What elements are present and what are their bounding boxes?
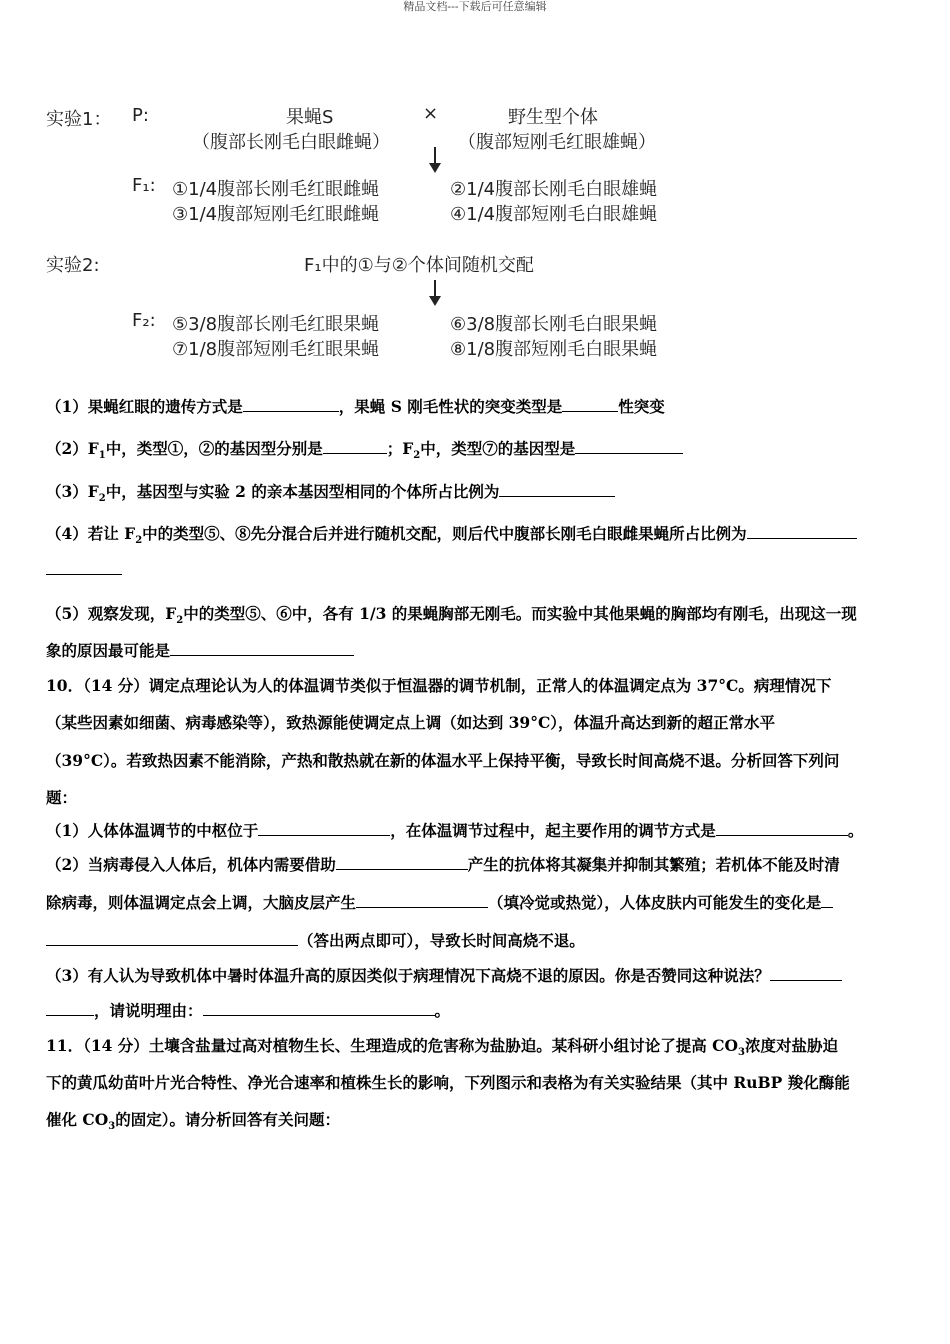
answer-blank[interactable]	[336, 855, 468, 870]
q10-line: （某些因素如细菌、病毒感染等），致热源能使调定点上调（如达到 39°C），体温升高达到新的超正常水平	[46, 713, 776, 732]
f2-type-7: ⑦1/8腹部短刚毛红眼果蝇	[172, 339, 380, 360]
answer-blank[interactable]	[356, 893, 488, 908]
answer-blank[interactable]	[46, 560, 122, 575]
parent2: 野生型个体	[508, 107, 598, 128]
f1-label: F₁:	[132, 175, 156, 196]
q11-line: 下的黄瓜幼苗叶片光合特性、净光合速率和植株生长的影响，下列图示和表格为有关实验结果（其中 RuBP 羧化酶能	[46, 1073, 850, 1092]
q9-part4: （4）若让 $F_2$中的类型⑤、⑧先分混合后并进行随机交配，则后代中腹部长刚毛白眼雌果蝇所占比例为	[46, 522, 857, 546]
q10-part2-cont2: （答出两点即可），导致长时间高烧不退。	[46, 929, 585, 951]
exp1-label: 实验1：	[46, 109, 112, 130]
answer-blank[interactable]	[747, 524, 857, 539]
q9-part1: （1）果蝇红眼的遗传方式是 ，果蝇 S 刚毛性状的突变类型是 性突变	[46, 397, 665, 416]
q9-part4-cont	[46, 560, 122, 579]
q10-line: 10．（14 分）调定点理论认为人的体温调节类似于恒温器的调节机制，正常人的体温调定点为 37°C。病理情况下	[46, 676, 832, 695]
q10-part1: （1）人体体温调节的中枢位于 ，在体温调节过程中，起主要作用的调节方式是 。	[46, 821, 864, 840]
q9-part3: $(3)F_2$中，基因型与实验 2 的亲本基因型相同的个体所占比例为	[46, 480, 615, 504]
answer-blank[interactable]	[575, 439, 683, 454]
answer-blank[interactable]	[46, 931, 298, 946]
q9-part5: （5）观察发现，$F_2$中的类型⑤、⑥中，各有 1/3 的果蝇胸部无刚毛。而实验中其他果蝇的胸部均有刚毛，出现这一现	[46, 604, 857, 627]
parent1-desc: （腹部长刚毛白眼雌蝇）	[192, 132, 390, 153]
q10-part2: （2）当病毒侵入人体后，机体内需要借助 产生的抗体将其凝集并抑制其繁殖；若机体不能及时清	[46, 855, 840, 874]
f1-type-1: ①1/4腹部长刚毛红眼雌蝇	[172, 179, 380, 200]
answer-blank[interactable]	[716, 821, 848, 836]
answer-blank[interactable]	[770, 966, 842, 981]
q11-line: 催化 $CO_3$的固定）。请分析回答有关问题：	[46, 1110, 340, 1133]
genetics-diagram	[40, 95, 720, 370]
q10-line: （39°C）。若致热因素不能消除，产热和散热就在新的体温水平上保持平衡，导致长时间高烧不退。分析回答下列问	[46, 751, 840, 770]
cross-symbol: ×	[423, 103, 439, 124]
answer-blank[interactable]	[203, 1001, 435, 1016]
p-label: P:	[132, 105, 149, 126]
q9-part5-cont: 象的原因最可能是	[46, 639, 354, 661]
answer-blank[interactable]	[258, 821, 390, 836]
q10-part2-cont: 除病毒，则体温调定点会上调，大脑皮层产生 （填冷觉或热觉），人体皮肤内可能发生的变化是	[46, 891, 833, 913]
f2-type-6: ⑥3/8腹部长刚毛白眼果蝇	[450, 314, 658, 335]
q9-part2: $(2)F_1$中，类型①，②的基因型分别是 ；$F_2$中，类型⑦的基因型是	[46, 437, 683, 461]
f1-type-2: ②1/4腹部长刚毛白眼雄蝇	[450, 179, 658, 200]
answer-blank[interactable]	[243, 397, 339, 412]
exp2-label: 实验2:	[46, 255, 100, 276]
parent2-desc: （腹部短刚毛红眼雄蝇）	[458, 132, 656, 153]
q11-line: 11．（14 分）土壤含盐量过高对植物生长、生理造成的危害称为盐胁迫。某科研小组讨论了提高 $CO_3$浓度对盐胁迫	[46, 1036, 839, 1059]
page-header: 精品文档---下载后可任意编辑	[403, 0, 547, 13]
q10-part3: （3）有人认为导致机体中暑时体温升高的原因类似于病理情况下高烧不退的原因。你是否赞同这种说法？	[46, 964, 842, 986]
f2-type-5: ⑤3/8腹部长刚毛红眼果蝇	[172, 314, 380, 335]
answer-blank[interactable]	[562, 397, 618, 412]
q10-part3-cont: ，请说明理由： 。	[46, 999, 450, 1021]
down-arrow-icon	[434, 147, 436, 165]
answer-blank[interactable]	[323, 439, 387, 454]
f2-type-8: ⑧1/8腹部短刚毛白眼果蝇	[450, 339, 658, 360]
exp2-desc: F₁中的①与②个体间随机交配	[304, 255, 534, 276]
answer-blank[interactable]	[821, 893, 833, 908]
down-arrow-icon	[434, 280, 436, 298]
f2-label: F₂:	[132, 310, 156, 331]
answer-blank[interactable]	[46, 1001, 94, 1016]
answer-blank[interactable]	[499, 482, 615, 497]
f1-type-3: ③1/4腹部短刚毛红眼雌蝇	[172, 204, 380, 225]
answer-blank[interactable]	[170, 641, 354, 656]
parent1: 果蝇S	[286, 107, 334, 128]
f1-type-4: ④1/4腹部短刚毛白眼雄蝇	[450, 204, 658, 225]
q10-line: 题：	[46, 788, 78, 807]
